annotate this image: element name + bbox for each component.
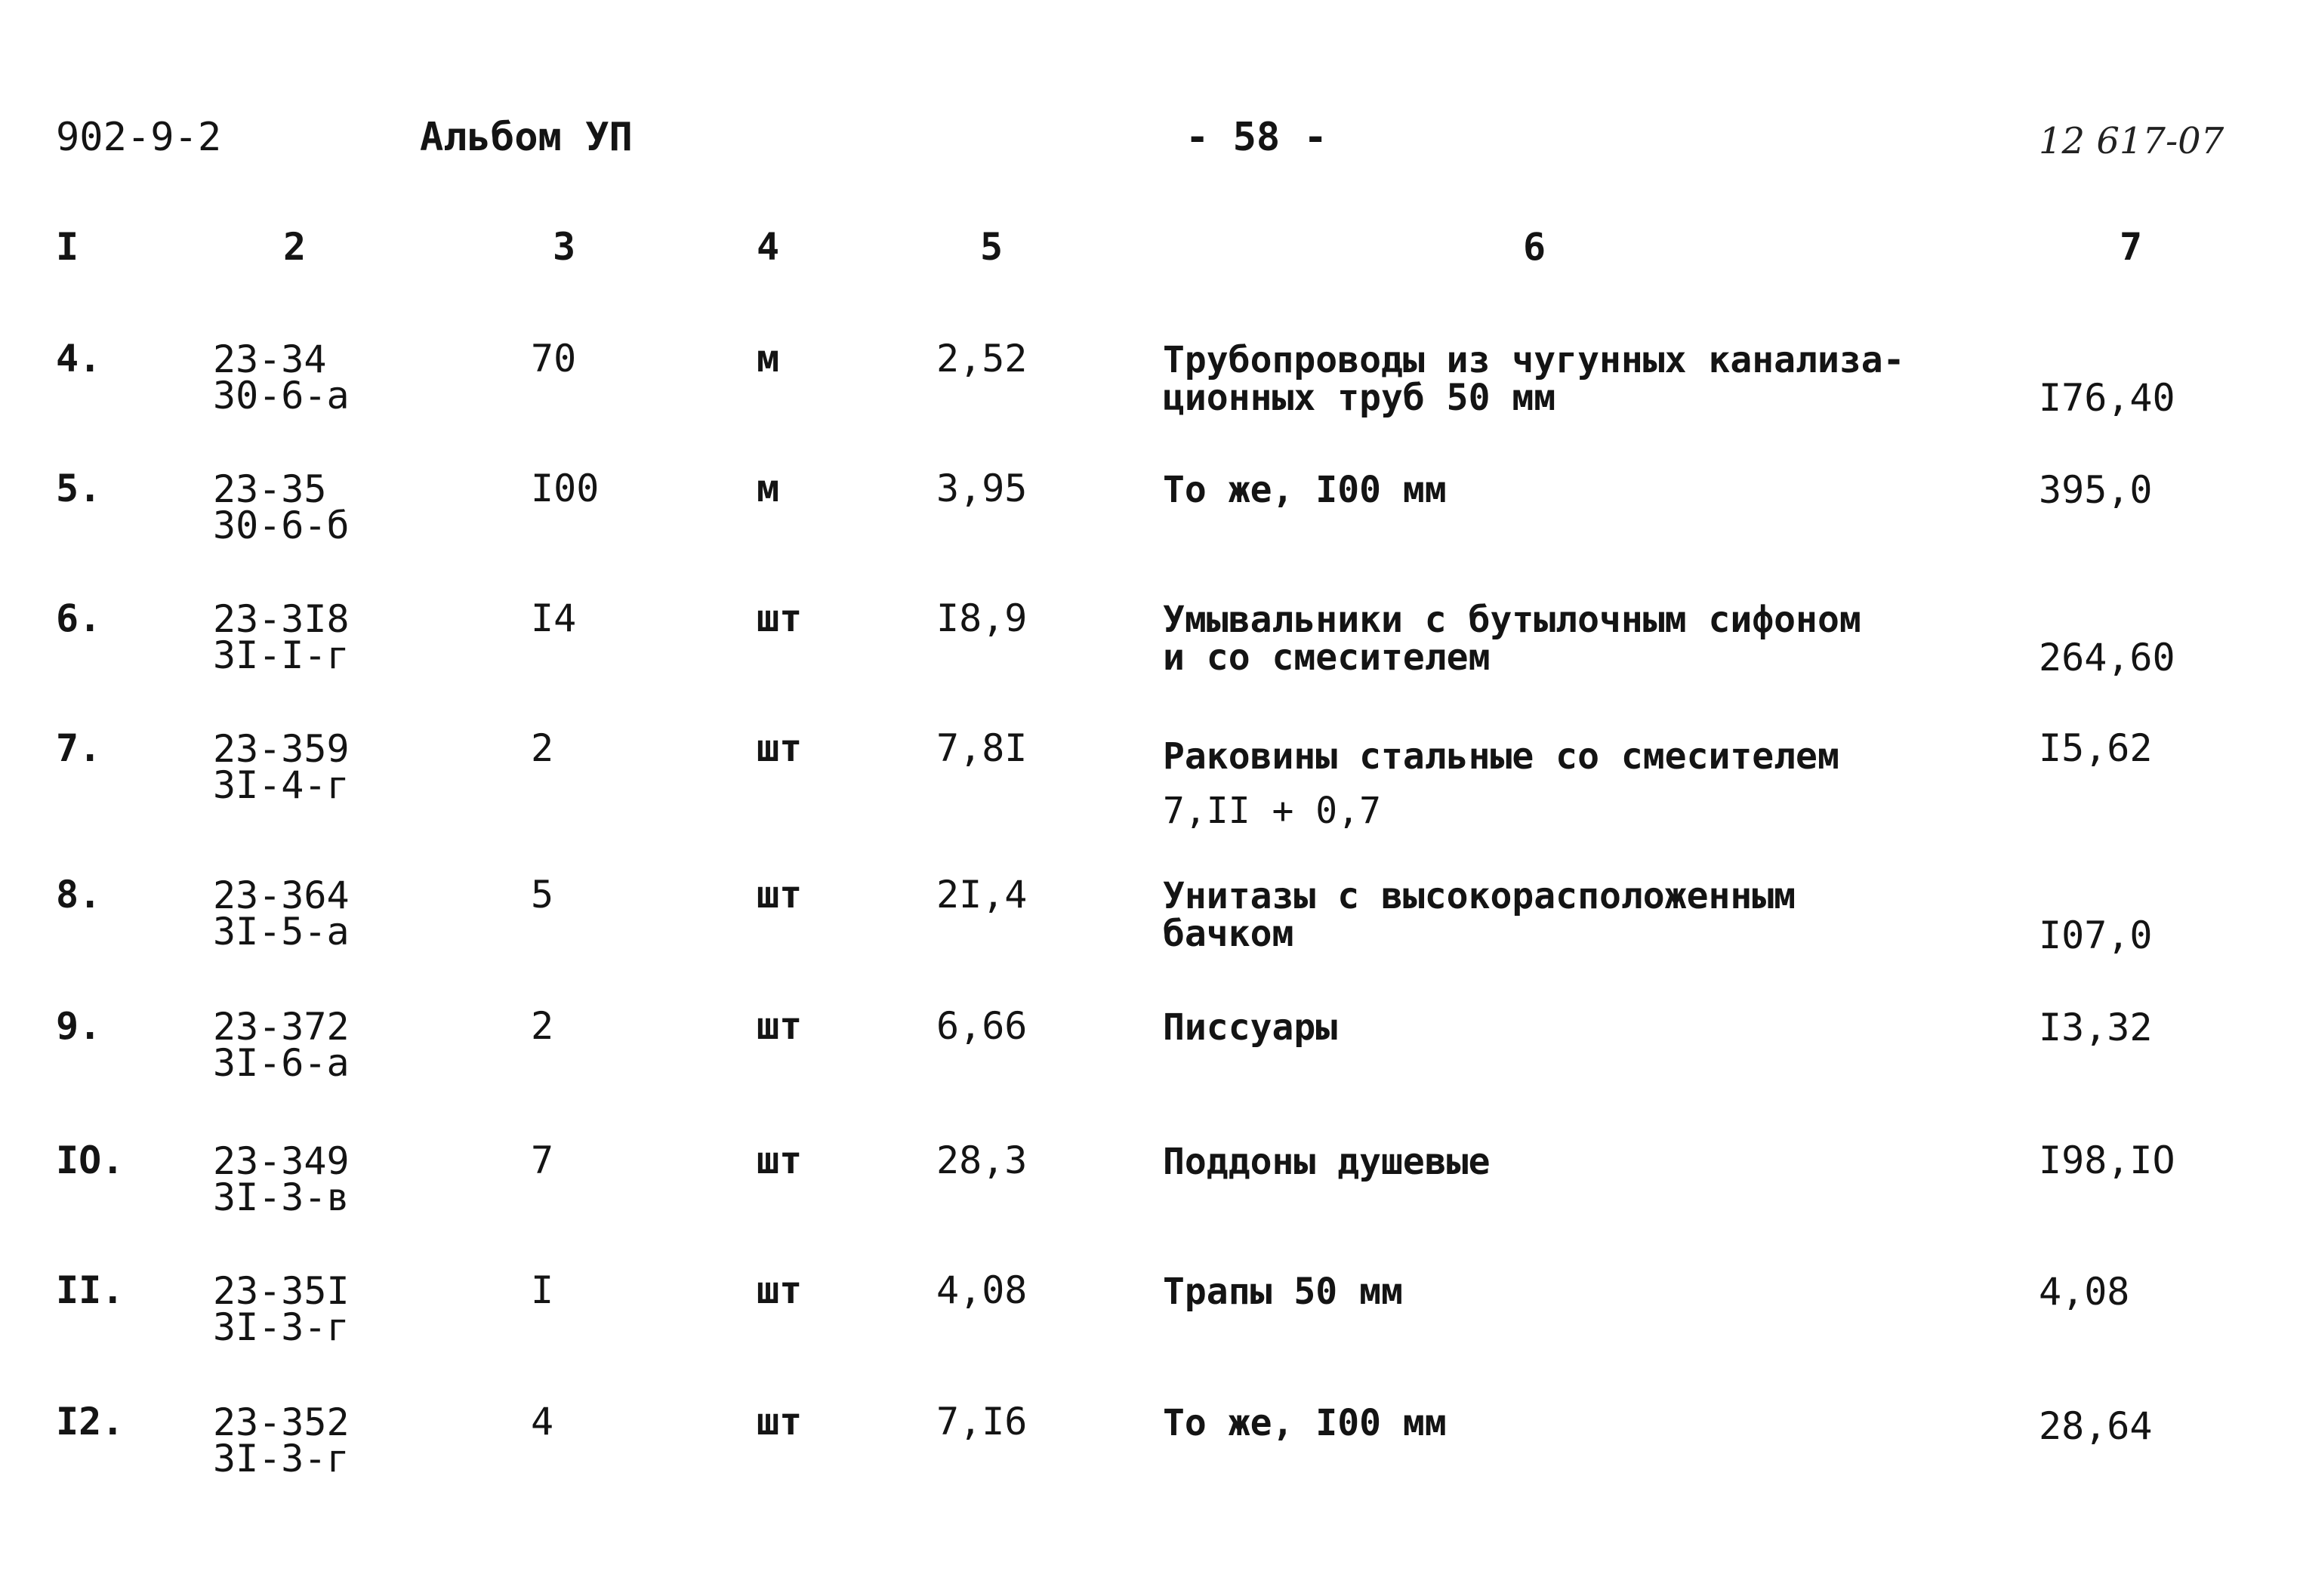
unit-price: 6,66 (936, 1004, 1028, 1048)
description: Раковины стальные со смесителем 7,II + 0,7 (1163, 735, 1839, 832)
unit: шт (757, 726, 803, 770)
price-code: 23-359 3I-4-г (213, 727, 350, 807)
row-number: 8. (56, 873, 102, 917)
column-header: 2 (283, 225, 307, 269)
row-number: 9. (56, 1004, 102, 1048)
total: I3,32 (2039, 1006, 2153, 1049)
column-header: 6 (1523, 225, 1546, 269)
total: 28,64 (2039, 1404, 2153, 1448)
unit: шт (757, 873, 803, 917)
description: Трапы 50 мм (1163, 1271, 1403, 1313)
price-code: 23-3I8 3I-I-г (213, 597, 350, 677)
quantity: I4 (531, 596, 577, 640)
unit-price: 3,95 (936, 467, 1028, 510)
description: Унитазы с высокорасположенным бачком (1163, 875, 1796, 955)
row-number: 6. (56, 596, 102, 640)
price-code: 23-372 3I-6-а (213, 1005, 350, 1085)
price-code: 23-352 3I-3-г (213, 1400, 350, 1480)
total: I76,40 (2039, 376, 2175, 420)
column-header: 7 (2120, 225, 2143, 269)
unit: м (757, 467, 780, 510)
column-header: I (56, 225, 79, 269)
quantity: 70 (531, 337, 577, 381)
unit: шт (757, 1268, 803, 1312)
description: Поддоны душевые (1163, 1141, 1491, 1183)
quantity: I (531, 1268, 554, 1312)
document-code: 902-9-2 (56, 115, 222, 160)
unit-price: 2,52 (936, 337, 1028, 381)
price-code: 23-35 30-6-б (213, 467, 350, 547)
unit: шт (757, 596, 803, 640)
quantity: I00 (531, 467, 600, 510)
row-number: 4. (56, 337, 102, 381)
description: То же, I00 мм (1163, 1402, 1447, 1444)
unit-price: 4,08 (936, 1268, 1028, 1312)
album-title: Альбом УП (420, 115, 633, 160)
handwritten-number: 12 617-07 (2039, 120, 2224, 162)
total: I98,IO (2039, 1138, 2175, 1182)
unit-price: 7,I6 (936, 1400, 1028, 1443)
quantity: 7 (531, 1138, 554, 1182)
quantity: 5 (531, 873, 554, 917)
unit-price: I8,9 (936, 596, 1028, 640)
unit: м (757, 337, 780, 381)
column-header: 3 (553, 225, 576, 269)
total: 395,0 (2039, 468, 2153, 512)
total: 264,60 (2039, 636, 2175, 679)
row-number: I2. (56, 1400, 125, 1443)
unit-price: 28,3 (936, 1138, 1028, 1182)
quantity: 4 (531, 1400, 554, 1443)
total: I5,62 (2039, 726, 2153, 770)
unit-price: 2I,4 (936, 873, 1028, 917)
total: 4,08 (2039, 1270, 2130, 1314)
price-code: 23-349 3I-3-в (213, 1139, 350, 1219)
quantity: 2 (531, 726, 554, 770)
price-code: 23-364 3I-5-а (213, 873, 350, 954)
unit: шт (757, 1138, 803, 1182)
quantity: 2 (531, 1004, 554, 1048)
unit: шт (757, 1004, 803, 1048)
price-code: 23-34 30-6-а (213, 337, 350, 417)
row-number: 5. (56, 467, 102, 510)
unit: шт (757, 1400, 803, 1443)
column-header: 5 (980, 225, 1004, 269)
description: То же, I00 мм (1163, 469, 1447, 511)
row-number: II. (56, 1268, 125, 1312)
column-header: 4 (757, 225, 780, 269)
price-code: 23-35I 3I-3-г (213, 1269, 350, 1349)
description: Умывальники с бутылочным сифоном и со смесителем (1163, 599, 1861, 679)
unit-price: 7,8I (936, 726, 1028, 770)
page-number: - 58 - (1185, 115, 1327, 160)
row-number: 7. (56, 726, 102, 770)
description: Трубопроводы из чугунных канализа- ционных труб 50 мм (1163, 339, 1905, 419)
description: Писсуары (1163, 1006, 1338, 1049)
total: I07,0 (2039, 914, 2153, 957)
row-number: IO. (56, 1138, 125, 1182)
